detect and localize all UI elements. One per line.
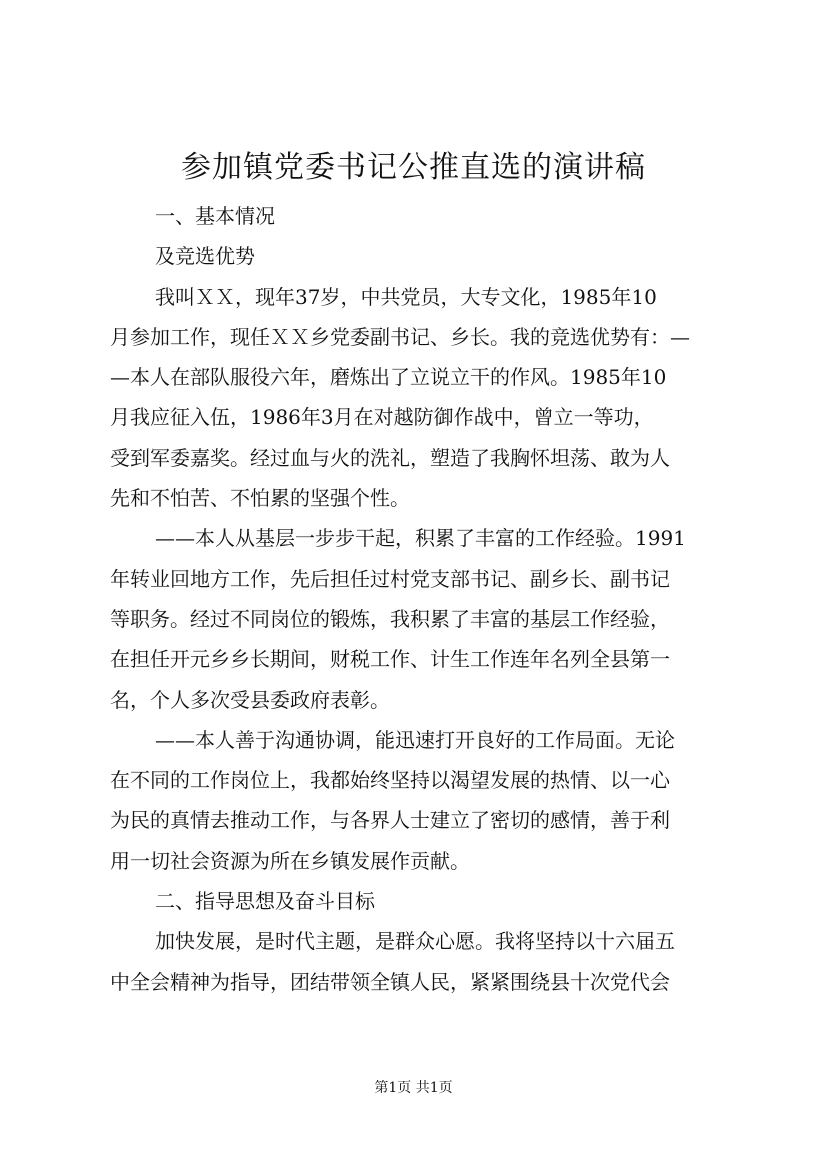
text-line: 在担任开元乡乡长期间，财税工作、计生工作连年名列全县第一: [110, 647, 670, 672]
text-line: 受到军委嘉奖。经过血与火的洗礼，塑造了我胸怀坦荡、敢为人: [110, 445, 670, 470]
text-line: —本人在部队服役六年，磨炼出了立说立干的作风。1985年10: [110, 365, 667, 390]
text-line: 中全会精神为指导，团结带领全镇人民，紧紧围绕县十次党代会: [110, 969, 670, 994]
text-line: 月我应征入伍，1986年3月在对越防御作战中，曾立一等功，: [110, 405, 654, 430]
text-line: 先和不怕苦、不怕累的坚强个性。: [110, 486, 410, 511]
document-body: [110, 196, 750, 1002]
text-line: 及竞选优势: [155, 244, 255, 269]
text-line: 名，个人多次受县委政府表彰。: [110, 687, 390, 712]
text-line: 等职务。经过不同岗位的锻炼，我积累了丰富的基层工作经验，: [110, 606, 670, 631]
text-line: 我叫ＸＸ，现年37岁，中共党员，大专文化，1985年10: [155, 284, 657, 309]
text-line: 在不同的工作岗位上，我都始终坚持以渴望发展的热情、以一心: [110, 768, 670, 793]
text-line: ——本人善于沟通协调，能迅速打开良好的工作局面。无论: [155, 727, 675, 752]
text-line: ——本人从基层一步步干起，积累了丰富的工作经验。1991: [155, 526, 686, 551]
page-footer: 第1页 共1页: [374, 1080, 453, 1096]
text-line: 二、指导思想及奋斗目标: [155, 889, 375, 914]
text-line: 月参加工作，现任ＸＸ乡党委副书记、乡长。我的竞选优势有：—: [110, 324, 690, 349]
text-line: 一、基本情况: [155, 204, 275, 228]
text-line: 为民的真情去推动工作，与各界人士建立了密切的感情，善于利: [110, 808, 670, 833]
text-line: 加快发展，是时代主题，是群众心愿。我将坚持以十六届五: [155, 929, 675, 954]
text-line: 年转业回地方工作，先后担任过村党支部书记、副乡长、副书记: [110, 566, 670, 591]
text-line: 用一切社会资源为所在乡镇发展作贡献。: [110, 848, 470, 873]
document-title: 参加镇党委书记公推直选的演讲稿: [181, 150, 646, 185]
